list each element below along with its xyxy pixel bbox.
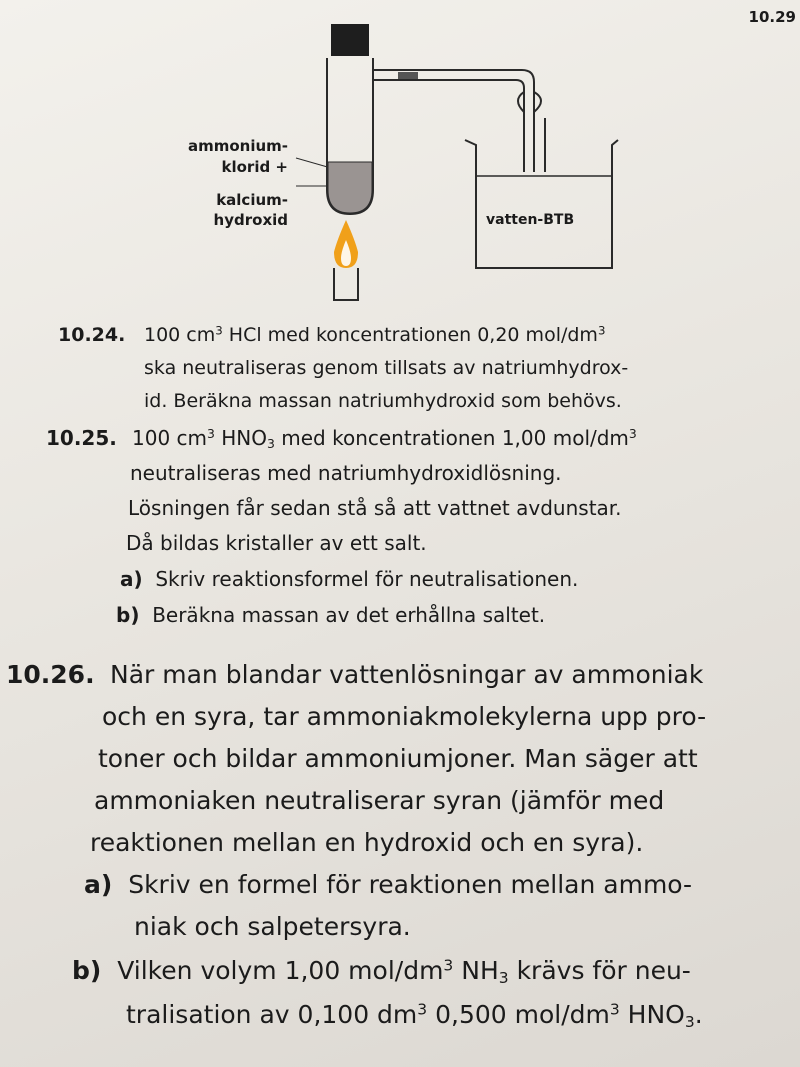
subquestion-a: a) Skriv reaktionsformel för neutralisationen. — [120, 567, 579, 591]
diagram-label-kalcium: kalcium- — [216, 191, 288, 209]
problem-line: Lösningen får sedan stå så att vattnet avdunstar. — [128, 496, 622, 520]
stopper — [331, 24, 369, 56]
problem-line: ammoniaken neutraliserar syran (jämför med — [94, 786, 665, 815]
page-number: 10.29 — [748, 8, 796, 26]
problem-line: ska neutraliseras genom tillsats av natriumhydrox- — [144, 357, 629, 379]
diagram-label-klorid: klorid + — [221, 158, 288, 176]
problem-number: 10.26. — [6, 660, 95, 689]
subquestion-a: a) Skriv en formel för reaktionen mellan ammo- — [84, 870, 693, 899]
problem-line: Då bildas kristaller av ett salt. — [126, 531, 427, 555]
diagram-label-hydroxid: hydroxid — [213, 211, 288, 229]
problem-line: 100 $cm^3$ HCl med koncentrationen 0,20 mol/$dm^3$ — [144, 323, 606, 346]
problem-line: reaktionen mellan en hydroxid och en syra). — [90, 828, 644, 857]
problem-number: 10.25. — [46, 426, 117, 450]
problem-line: och en syra, tar ammoniakmolekylerna upp pro- — [102, 702, 707, 731]
beaker-label: vatten-BTB — [486, 212, 575, 228]
problem-line: 100 $cm^3$ $HNO_3$ med koncentrationen 1,00 mol/$dm^3$ — [132, 426, 637, 452]
problem-line: neutraliseras med natriumhydroxidlösning. — [130, 461, 562, 485]
tube-connector — [398, 72, 418, 79]
problem-line: toner och bildar ammoniumjoner. Man säger att — [98, 744, 698, 773]
solid-mixture — [328, 162, 372, 213]
subquestion-b: b) Vilken volym 1,00 mol/$dm^3$ $NH_3$ krävs för neu- — [72, 956, 691, 987]
problem-line: niak och salpetersyra. — [134, 912, 411, 941]
apparatus-diagram — [0, 0, 800, 310]
subquestion-b: b) Beräkna massan av det erhållna saltet. — [116, 603, 546, 627]
problem-line: När man blandar vattenlösningar av ammoniak — [110, 660, 704, 689]
problem-line: tralisation av 0,100 $dm^3$ 0,500 mol/$dm^3$ $HNO_3$. — [126, 1000, 703, 1031]
diagram-label-ammonium: ammonium- — [187, 137, 288, 155]
problem-number: 10.24. — [58, 324, 126, 346]
problem-line: id. Beräkna massan natriumhydroxid som behövs. — [144, 390, 622, 412]
